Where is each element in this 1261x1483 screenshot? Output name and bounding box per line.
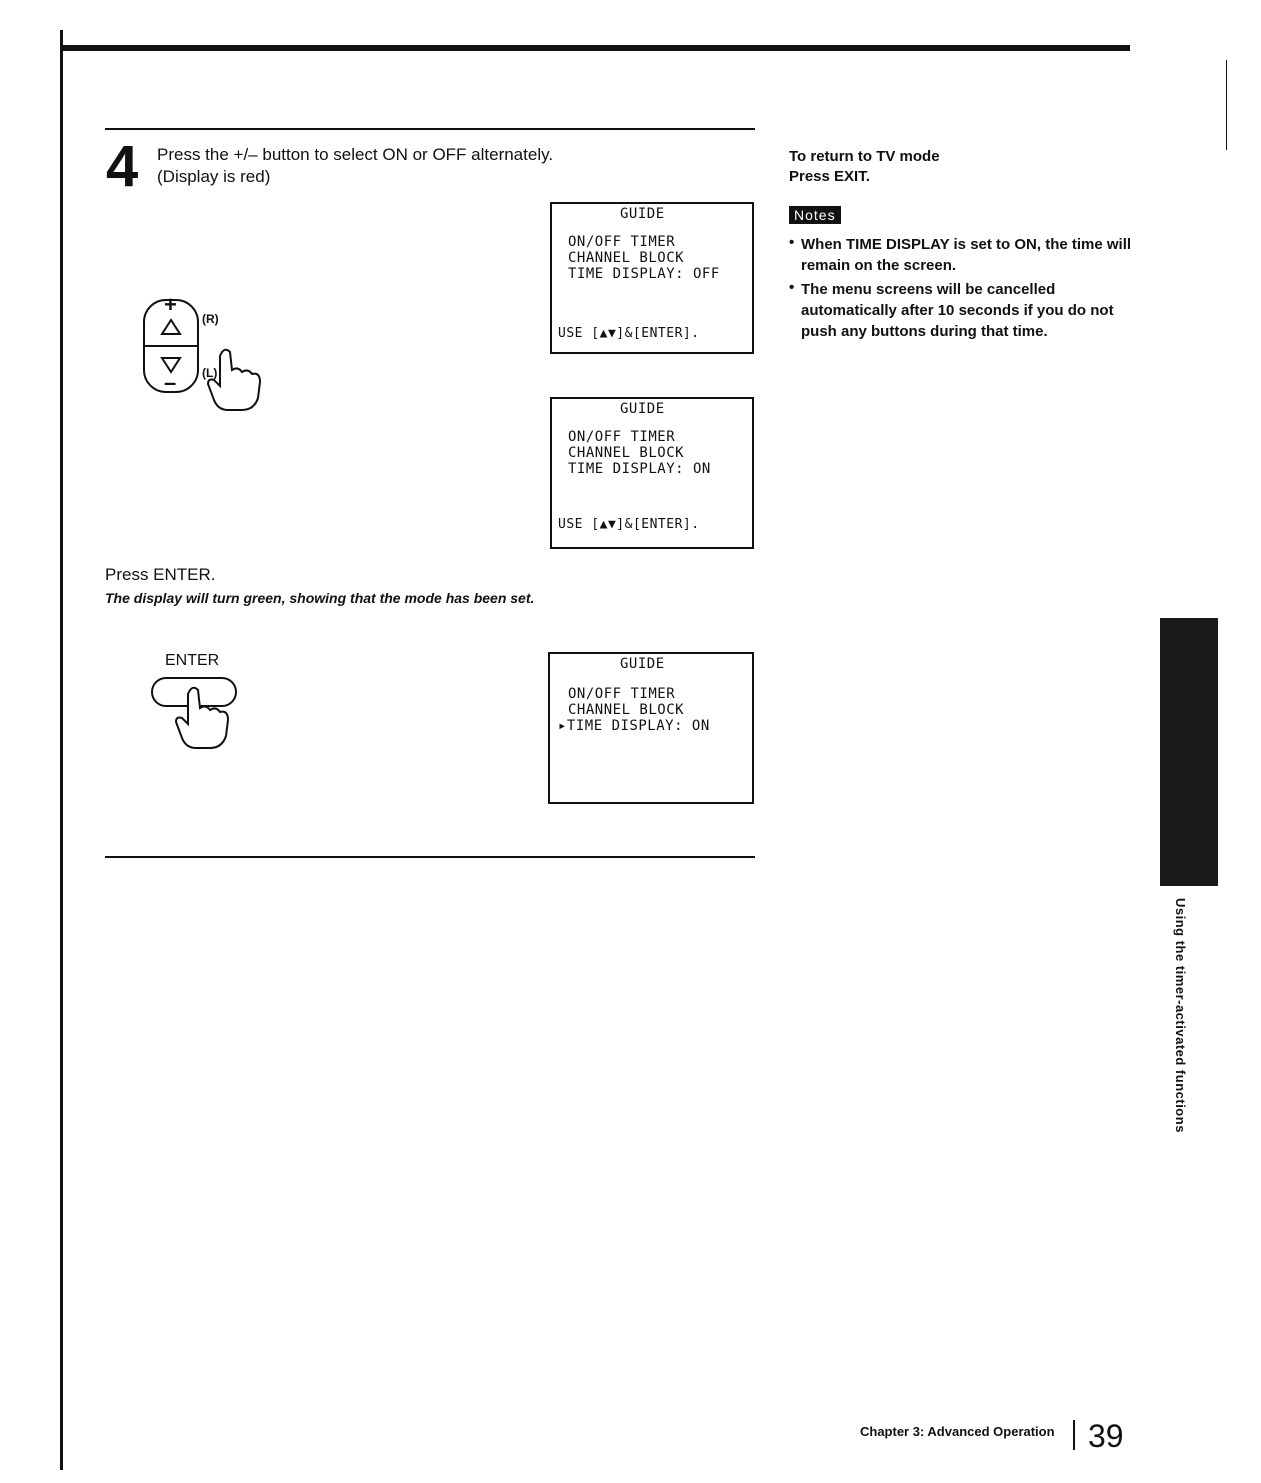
l-label: (L) xyxy=(202,366,218,380)
screen-footer: USE [▲▼]&[ENTER]. xyxy=(558,326,700,341)
footer-divider xyxy=(1073,1420,1075,1450)
guide-screen-set xyxy=(548,652,754,804)
right-margin-rule xyxy=(1226,60,1227,150)
note-bullet: • xyxy=(789,234,795,251)
step-top-rule xyxy=(105,128,755,130)
step-note: (Display is red) xyxy=(157,167,271,186)
note-bullet: • xyxy=(789,279,795,296)
screen-footer: USE [▲▼]&[ENTER]. xyxy=(558,517,700,532)
chapter-side-tab xyxy=(1160,618,1218,886)
return-text: Press EXIT. xyxy=(789,168,870,185)
menu-item-time-display: TIME DISPLAY: ON xyxy=(568,461,711,477)
menu-item-time-display: TIME DISPLAY: OFF xyxy=(568,266,720,282)
menu-item-timer: ON/OFF TIMER xyxy=(568,686,676,702)
menu-item-channel-block: CHANNEL BLOCK xyxy=(568,445,685,461)
screen-title: GUIDE xyxy=(620,656,665,672)
minus-sign: – xyxy=(164,370,177,395)
note-menu-cancel: The menu screens will be cancelled automatically after 10 seconds if you do not push any buttons during that time. xyxy=(801,281,1114,340)
screen-title: GUIDE xyxy=(620,401,665,417)
notes-badge: Notes xyxy=(789,206,841,224)
menu-item-time-display: ▸TIME DISPLAY: ON xyxy=(558,718,710,734)
menu-item-timer: ON/OFF TIMER xyxy=(568,429,676,445)
step-number: 4 xyxy=(106,134,139,199)
guide-screen-off xyxy=(550,202,754,354)
press-enter-caption: The display will turn green, showing that the mode has been set. xyxy=(105,590,535,606)
r-label: (R) xyxy=(202,312,219,326)
chapter-footer: Chapter 3: Advanced Operation xyxy=(860,1424,1055,1439)
menu-item-channel-block: CHANNEL BLOCK xyxy=(568,250,685,266)
step-instruction: Press the +/– button to select ON or OFF alternately. xyxy=(157,145,554,164)
top-rule xyxy=(62,45,1130,51)
screen-title: GUIDE xyxy=(620,206,665,222)
note-time-display: When TIME DISPLAY is set to ON, the time will remain on the screen. xyxy=(801,236,1132,274)
left-margin-rule xyxy=(60,30,63,1470)
enter-button-illustration xyxy=(148,672,248,762)
enter-label: ENTER xyxy=(165,652,220,669)
menu-item-channel-block: CHANNEL BLOCK xyxy=(568,702,685,718)
side-tab-label: Using the timer-activated functions xyxy=(1173,898,1188,1133)
press-enter-heading: Press ENTER. xyxy=(105,565,216,584)
guide-screen-on xyxy=(550,397,754,549)
page-number: 39 xyxy=(1088,1418,1124,1454)
step-bottom-rule xyxy=(105,856,755,858)
return-heading: To return to TV mode xyxy=(789,148,940,165)
plus-sign: + xyxy=(164,292,177,317)
menu-item-timer: ON/OFF TIMER xyxy=(568,234,676,250)
